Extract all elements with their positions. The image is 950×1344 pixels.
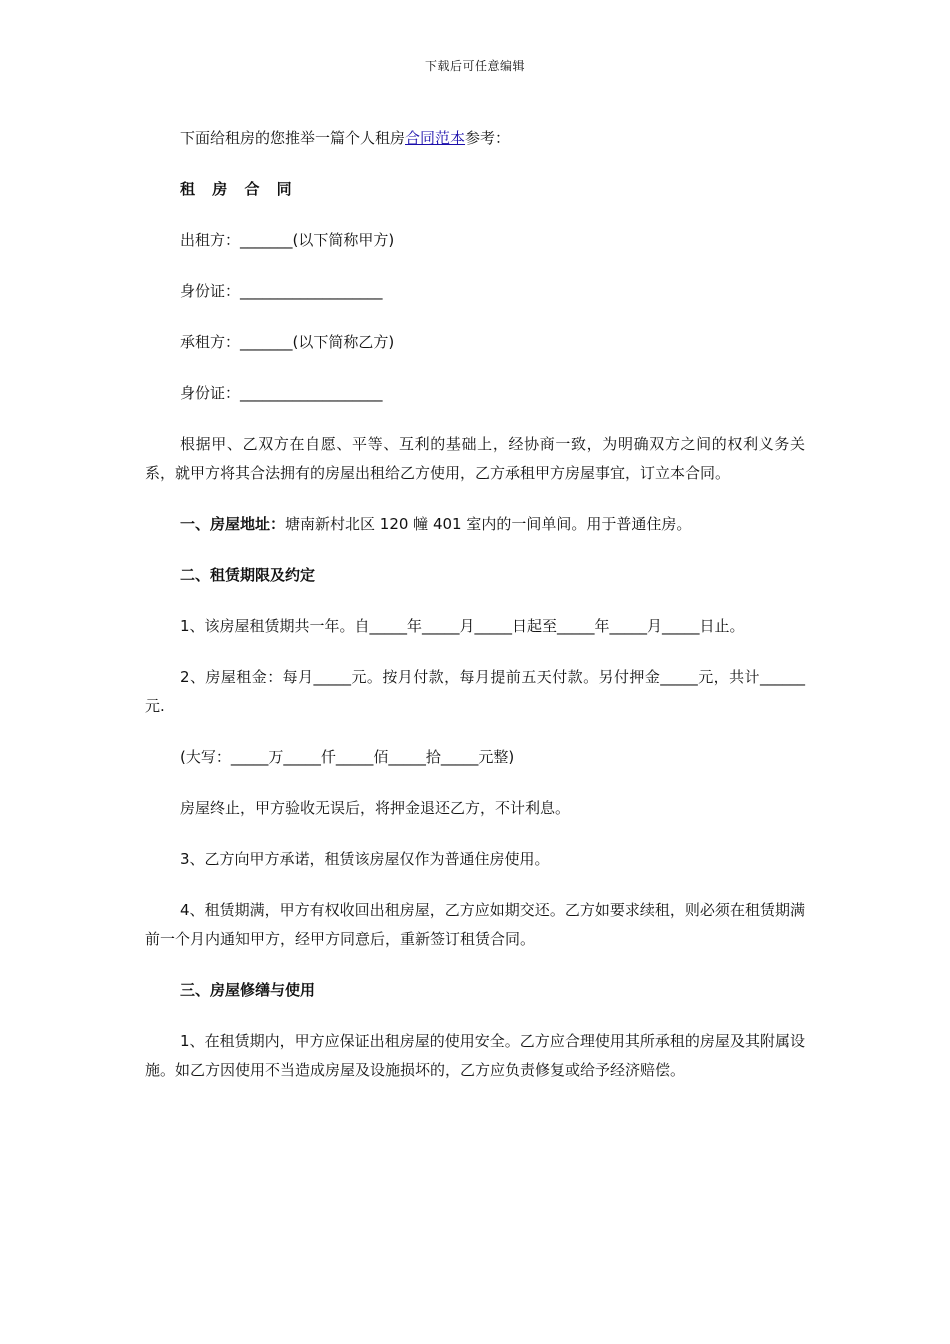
lessor-id-line: 身份证：___________________ [180,282,383,300]
document-body [145,124,805,1107]
intro-text-before: 下面给租房的您推举一篇个人租房 [180,129,406,147]
document-title: 租 房 合 同 [180,180,298,198]
intro-text-after: 参考： [465,129,511,147]
contract-template-link[interactable]: 合同范本 [405,129,466,147]
section-2-item-3: 3、乙方向甲方承诺，租赁该房屋仅作为普通住房使用。 [180,850,550,868]
section-1-heading: 一、房屋地址： [180,515,286,533]
lessee-id-line: 身份证：___________________ [180,384,383,402]
section-3-item-1: 1、在租赁期内，甲方应保证出租房屋的使用安全。乙方应合理使用其所承租的房屋及其附属设施。如乙方因使用不当造成房屋及设施损坏的，乙方应负责修复或给予经济赔偿。 [145,1032,805,1079]
preamble-paragraph: 根据甲、乙双方在自愿、平等、互利的基础上，经协商一致，为明确双方之间的权利义务关系，就甲方将其合法拥有的房屋出租给乙方使用，乙方承租甲方房屋事宜，订立本合同。 [145,435,805,482]
section-2-item-1: 1、该房屋租赁期共一年。自_____年_____月_____日起至_____年_____月_____日止。 [180,617,745,635]
section-3-heading: 三、房屋修缮与使用 [180,981,316,999]
section-2-item-2: 2、房屋租金：每月_____元。按月付款，每月提前五天付款。另付押金_____元，共计______元. [145,668,805,715]
section-1-text: 塘南新村北区 120 幢 401 室内的一间单间。用于普通住房。 [285,515,692,533]
lessor-line: 出租方：_______(以下简称甲方) [180,231,395,249]
intro-paragraph [145,124,805,153]
section-2-amount-in-words: (大写：_____万_____仟_____佰_____拾_____元整) [180,748,515,766]
page-header: 下载后可任意编辑 [424,59,525,73]
lessee-line: 承租方：_______(以下简称乙方) [180,333,395,351]
section-2-deposit-return: 房屋终止，甲方验收无误后，将押金退还乙方，不计利息。 [180,799,571,817]
section-2-item-4: 4、租赁期满，甲方有权收回出租房屋，乙方应如期交还。乙方如要求续租，则必须在租赁期满前一个月内通知甲方，经甲方同意后，重新签订租赁合同。 [145,901,805,948]
section-2-heading: 二、租赁期限及约定 [180,566,316,584]
section-1-paragraph [145,510,805,539]
